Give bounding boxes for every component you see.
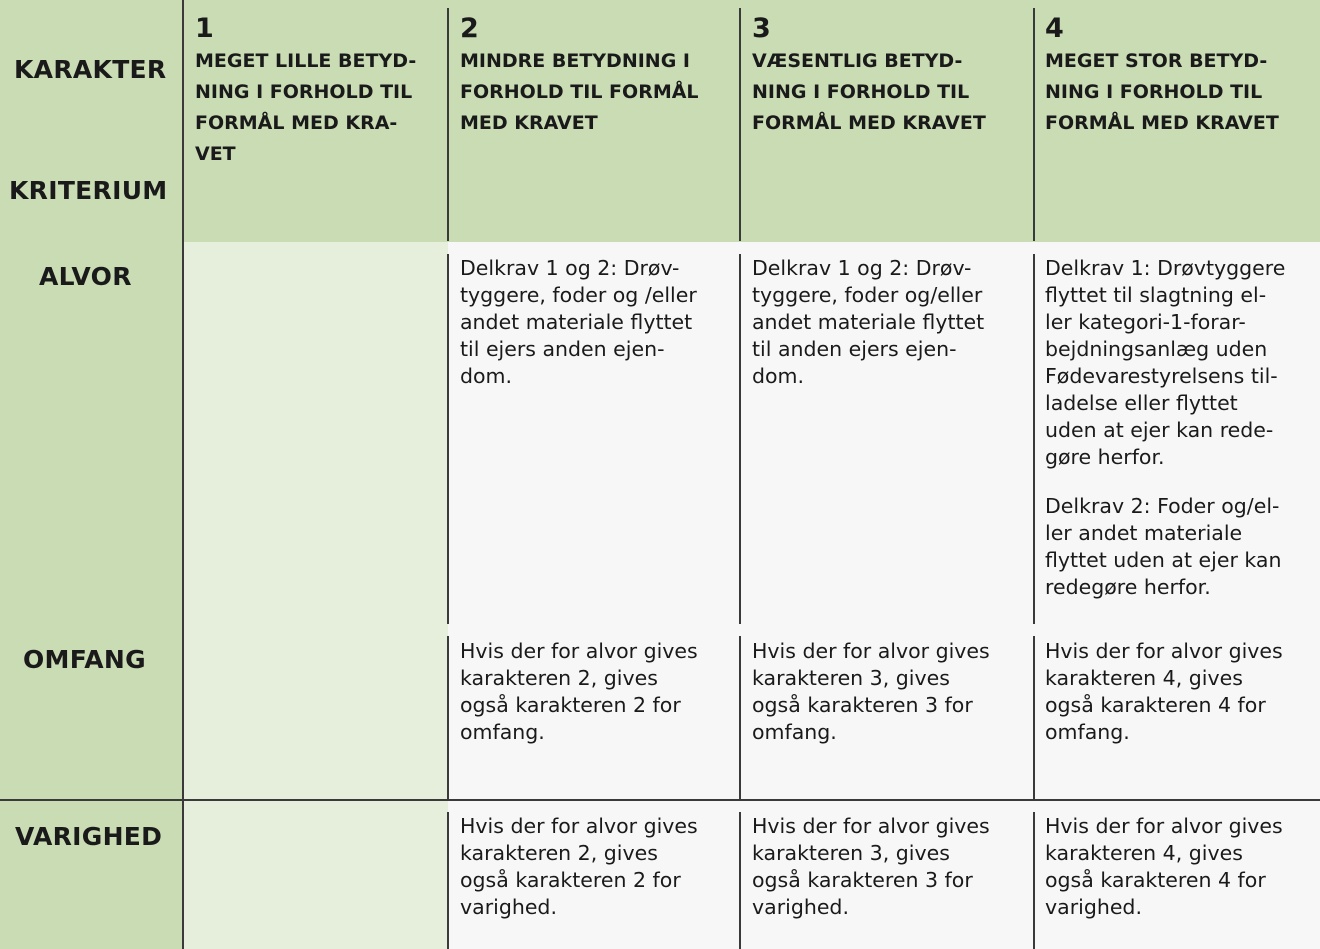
divider-vertical [447,8,449,241]
header-col-3 [740,0,1033,242]
header-col-1 [183,0,448,242]
divider-vertical [447,812,449,949]
alvor-col-2 [448,242,740,625]
divider-vertical [447,636,449,800]
grade-number: 1 [195,13,214,44]
grade-description: VÆSENTLIG BETYD- NING I FORHOLD TIL FORMÅL MED KRAVET [752,50,986,134]
varighed-col-4 [1033,800,1320,949]
grade-number: 3 [752,13,771,44]
cell-text: Delkrav 1 og 2: Drøv- tyggere, foder og /eller andet materiale flyttet til ejers anden ejen- dom. [460,256,697,388]
divider-vertical [739,8,741,241]
cell-text: Hvis der for alvor gives karakteren 3, gives også karakteren 3 for varighed. [752,814,990,919]
grade-number: 2 [460,13,479,44]
omfang-col-4 [1033,625,1320,800]
alvor-col-3 [740,242,1033,625]
grade-number: 4 [1045,13,1064,44]
cell-text-part1: Delkrav 1: Drøvtyggere flyttet til slagtning el- ler kategori-1-forar- bejdningsanlæg uden Fødevarestyrelsens til- ladelse eller flyttet uden at ejer kan rede- gøre herfor. [1045,256,1286,469]
omfang-col-3 [740,625,1033,800]
divider-vertical [1033,254,1035,624]
header-col-4 [1033,0,1320,242]
alvor-col-4 [1033,242,1320,625]
cell-text-part2: Delkrav 2: Foder og/el- ler andet materiale flyttet uden at ejer kan redegøre herfor. [1045,494,1282,599]
corner-label-karakter: KARAKTER [14,55,167,84]
omfang-col-2 [448,625,740,800]
divider-vertical [1033,8,1035,241]
criterion-column [0,0,183,949]
divider-vertical [739,812,741,949]
varighed-col-3 [740,800,1033,949]
row-label-omfang: OMFANG [23,645,146,674]
divider-horizontal [0,799,1320,801]
cell-text: Hvis der for alvor gives karakteren 2, gives også karakteren 2 for varighed. [460,814,698,919]
divider-vertical [739,254,741,624]
corner-label-kriterium: KRITERIUM [9,176,168,205]
header-col-2 [448,0,740,242]
grade-description: MINDRE BETYDNING I FORHOLD TIL FORMÅL MED KRAVET [460,50,699,134]
row-label-alvor: ALVOR [39,262,132,291]
grade-description: MEGET LILLE BETYD- NING I FORHOLD TIL FORMÅL MED KRA- VET [195,50,417,165]
cell-text: Delkrav 1 og 2: Drøv- tyggere, foder og/eller andet materiale flyttet til anden ejers ejen- dom. [752,256,985,388]
divider-vertical [1033,812,1035,949]
divider-vertical [447,254,449,624]
divider-vertical [739,636,741,800]
cell-text: Hvis der for alvor gives karakteren 4, gives også karakteren 4 for omfang. [1045,639,1283,744]
divider-vertical [1033,636,1035,800]
divider-vertical [182,0,184,949]
cell-text: Hvis der for alvor gives karakteren 2, gives også karakteren 2 for omfang. [460,639,698,744]
cell-text: Hvis der for alvor gives karakteren 4, gives også karakteren 4 for varighed. [1045,814,1283,919]
col1-body [183,242,448,949]
row-label-varighed: VARIGHED [15,822,163,851]
cell-text: Hvis der for alvor gives karakteren 3, gives også karakteren 3 for omfang. [752,639,990,744]
varighed-col-2 [448,800,740,949]
grade-description: MEGET STOR BETYD- NING I FORHOLD TIL FORMÅL MED KRAVET [1045,50,1279,134]
